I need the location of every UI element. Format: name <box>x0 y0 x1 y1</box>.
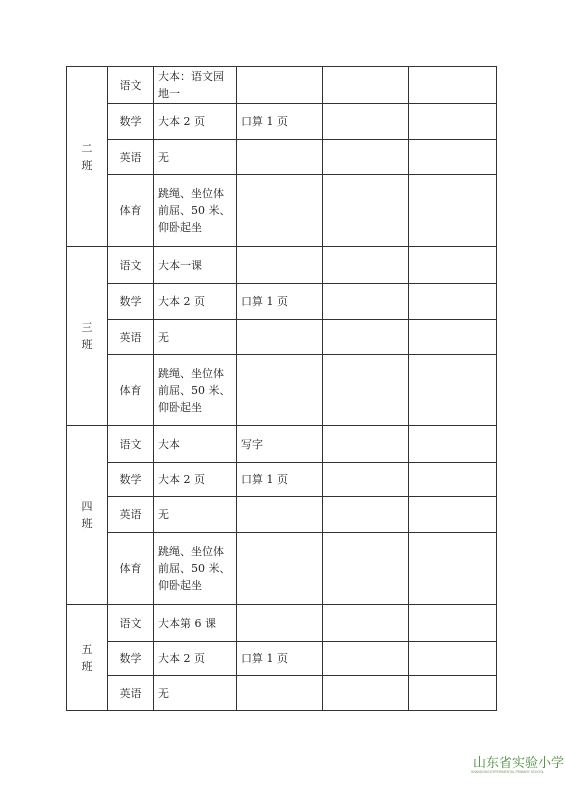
empty-cell <box>323 605 409 642</box>
subject-cell: 英语 <box>108 497 154 533</box>
extra-cell: 口算 1 页 <box>237 463 323 497</box>
extra-cell <box>237 533 323 605</box>
table-row <box>67 355 497 426</box>
extra-cell <box>237 247 323 284</box>
extra-cell <box>237 175 323 247</box>
empty-cell <box>409 355 497 426</box>
task-cell: 大本 2 页 <box>154 104 237 140</box>
empty-cell <box>409 463 497 497</box>
empty-cell <box>409 676 497 711</box>
subject-cell: 数学 <box>108 463 154 497</box>
empty-cell <box>323 175 409 247</box>
extra-cell <box>237 605 323 642</box>
empty-cell <box>323 284 409 320</box>
empty-cell <box>409 605 497 642</box>
empty-cell <box>409 140 497 175</box>
task-cell: 跳绳、坐位体前屈、50 米、仰卧起坐 <box>154 533 237 605</box>
table-row <box>67 642 497 676</box>
empty-cell <box>409 247 497 284</box>
task-cell: 大本一课 <box>154 247 237 284</box>
extra-cell <box>237 140 323 175</box>
empty-cell <box>323 497 409 533</box>
empty-cell <box>323 642 409 676</box>
school-logo <box>473 752 563 792</box>
subject-cell: 英语 <box>108 320 154 355</box>
task-cell: 大本 2 页 <box>154 642 237 676</box>
extra-cell <box>237 355 323 426</box>
table-row <box>67 320 497 355</box>
empty-cell <box>409 642 497 676</box>
class-name-cell: 二 班 <box>67 67 108 247</box>
extra-cell <box>237 676 323 711</box>
task-cell: 无 <box>154 497 237 533</box>
subject-cell: 体育 <box>108 175 154 247</box>
table-row <box>67 140 497 175</box>
table-row <box>67 175 497 247</box>
task-cell: 大本 2 页 <box>154 463 237 497</box>
task-cell: 大本 <box>154 426 237 463</box>
subject-cell: 数学 <box>108 284 154 320</box>
empty-cell <box>409 67 497 104</box>
empty-cell <box>323 676 409 711</box>
subject-cell: 数学 <box>108 642 154 676</box>
table-row <box>67 497 497 533</box>
subject-cell: 语文 <box>108 247 154 284</box>
empty-cell <box>323 320 409 355</box>
empty-cell <box>323 463 409 497</box>
task-cell: 大本第 6 课 <box>154 605 237 642</box>
empty-cell <box>409 533 497 605</box>
subject-cell: 语文 <box>108 67 154 104</box>
table-row <box>67 533 497 605</box>
subject-cell: 体育 <box>108 355 154 426</box>
extra-cell: 写字 <box>237 426 323 463</box>
empty-cell <box>409 104 497 140</box>
empty-cell <box>323 247 409 284</box>
empty-cell <box>409 497 497 533</box>
subject-cell: 体育 <box>108 533 154 605</box>
task-cell: 大本 2 页 <box>154 284 237 320</box>
class-name-cell: 三 班 <box>67 247 108 426</box>
extra-cell <box>237 497 323 533</box>
homework-table <box>66 66 497 711</box>
empty-cell <box>409 284 497 320</box>
extra-cell <box>237 67 323 104</box>
empty-cell <box>323 355 409 426</box>
subject-cell: 数学 <box>108 104 154 140</box>
table-row <box>67 676 497 711</box>
task-cell: 无 <box>154 140 237 175</box>
task-cell: 无 <box>154 320 237 355</box>
empty-cell <box>323 67 409 104</box>
table-row <box>67 605 497 642</box>
subject-cell: 语文 <box>108 426 154 463</box>
empty-cell <box>409 426 497 463</box>
table-row <box>67 104 497 140</box>
extra-cell: 口算 1 页 <box>237 284 323 320</box>
table-row <box>67 463 497 497</box>
table-row <box>67 247 497 284</box>
subject-cell: 英语 <box>108 676 154 711</box>
task-cell: 跳绳、坐位体前屈、50 米、仰卧起坐 <box>154 355 237 426</box>
extra-cell <box>237 320 323 355</box>
table-row <box>67 67 497 104</box>
logo-text-en: SHANDONG EXPERIMENTAL PRIMARY SCHOOL <box>471 770 545 774</box>
logo-text-cn: 山东省实验小学 <box>473 756 565 771</box>
empty-cell <box>323 104 409 140</box>
table-row <box>67 284 497 320</box>
extra-cell: 口算 1 页 <box>237 104 323 140</box>
empty-cell <box>323 140 409 175</box>
subject-cell: 语文 <box>108 605 154 642</box>
class-name-cell: 四 班 <box>67 426 108 605</box>
empty-cell <box>409 320 497 355</box>
task-cell: 大本：语文园地一 <box>154 67 237 104</box>
subject-cell: 英语 <box>108 140 154 175</box>
extra-cell: 口算 1 页 <box>237 642 323 676</box>
class-name-cell: 五 班 <box>67 605 108 711</box>
task-cell: 跳绳、坐位体前屈、50 米、仰卧起坐 <box>154 175 237 247</box>
table-row <box>67 426 497 463</box>
homework-table-body <box>67 67 497 711</box>
empty-cell <box>323 426 409 463</box>
empty-cell <box>323 533 409 605</box>
task-cell: 无 <box>154 676 237 711</box>
empty-cell <box>409 175 497 247</box>
